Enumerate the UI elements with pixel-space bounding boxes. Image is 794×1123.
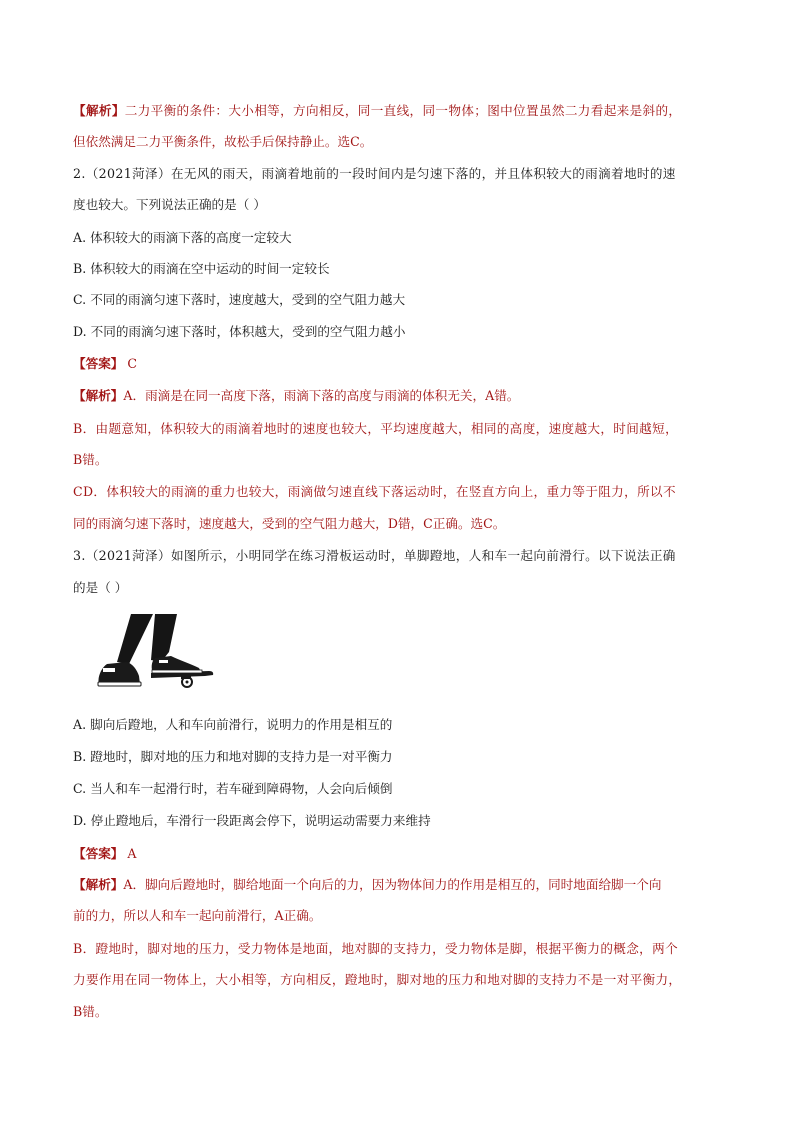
right-leg <box>151 614 177 662</box>
question-2-answer <box>73 356 137 372</box>
question-3-explanation <box>73 877 661 893</box>
question-2-option-c: C. 不同的雨滴匀速下落时，速度越大，受到的空气阻力越大 <box>73 292 406 307</box>
explanation-text: A．雨滴是在同一高度下落，雨滴下落的高度与雨滴的体积无关，A错。 <box>123 388 520 403</box>
question-2-explanation: CD．体积较大的雨滴的重力也较大，雨滴做匀速直线下落运动时，在竖直方向上，重力等于阻力，所以不 <box>73 484 676 499</box>
explanation-tag: 【解析】 <box>73 388 124 403</box>
question-2-stem: 度也较大。下列说法正确的是（ ） <box>73 197 266 212</box>
question-3-explanation: 力要作用在同一物体上，大小相等，方向相反，蹬地时，脚对地的压力和地对脚的支持力不是一对平衡力， <box>73 972 682 987</box>
question-2-explanation: B错。 <box>73 452 108 467</box>
question-3-explanation: B错。 <box>73 1004 108 1019</box>
question-2-option-d: D. 不同的雨滴匀速下落时，体积越大，受到的空气阻力越小 <box>73 324 406 339</box>
question-3-stem: 3.（2021菏泽）如图所示，小明同学在练习滑板运动时，单脚蹬地，人和车一起向前滑行。以下说法正确 <box>73 548 676 563</box>
answer-tag: 【答案】 <box>73 356 124 371</box>
question-3-option-a: A. 脚向后蹬地，人和车向前滑行，说明力的作用是相互的 <box>73 717 393 732</box>
explanation-tag: 【解析】 <box>73 103 125 118</box>
question-2-option-b: B. 体积较大的雨滴在空中运动的时间一定较长 <box>73 261 330 276</box>
question-3-explanation: B．蹬地时，脚对地的压力，受力物体是地面，地对脚的支持力，受力物体是脚，根据平衡力的概念，两个 <box>73 941 679 956</box>
question-2-stem: 2.（2021菏泽）在无风的雨天，雨滴着地前的一段时间内是匀速下落的，并且体积较大的雨滴着地时的速 <box>73 166 676 181</box>
answer-tag: 【答案】 <box>73 846 124 861</box>
question-2-explanation: B．由题意知，体积较大的雨滴着地时的速度也较大，平均速度越大，相同的高度，速度越大，时间越短， <box>73 421 679 436</box>
question-3-option-b: B. 蹬地时，脚对地的压力和地对脚的支持力是一对平衡力 <box>73 749 393 764</box>
question-3-stem: 的是（ ） <box>73 580 128 595</box>
explanation-text: A．脚向后蹬地时，脚给地面一个向后的力，因为物体间力的作用是相互的，同时地面给脚一个向 <box>123 877 662 892</box>
explanation-line: 但依然满足二力平衡条件，故松手后保持静止。选C。 <box>73 134 373 149</box>
left-leg <box>117 614 153 664</box>
question-2-option-a: A. 体积较大的雨滴下落的高度一定较大 <box>73 230 292 245</box>
explanation-text: 二力平衡的条件：大小相等，方向相反，同一直线，同一物体；图中位置虽然二力看起来是斜的， <box>124 103 682 118</box>
explanation-tag: 【解析】 <box>73 877 124 892</box>
question-3-explanation: 前的力，所以人和车一起向前滑行，A正确。 <box>73 908 322 923</box>
question-3-answer <box>73 846 137 862</box>
explanation-line <box>73 103 681 119</box>
left-shoe <box>98 662 140 684</box>
skateboard-illustration <box>93 612 215 692</box>
question-3-option-d: D. 停止蹬地后，车滑行一段距离会停下，说明运动需要力来维持 <box>73 813 431 828</box>
question-2-explanation <box>73 388 519 404</box>
question-2-explanation: 同的雨滴匀速下落时，速度越大，受到的空气阻力越大，D错，C正确。选C。 <box>73 516 506 531</box>
answer-value: A <box>127 846 137 861</box>
question-3-option-c: C. 当人和车一起滑行时，若车碰到障碍物，人会向后倾倒 <box>73 781 393 796</box>
answer-value: C <box>127 356 138 371</box>
